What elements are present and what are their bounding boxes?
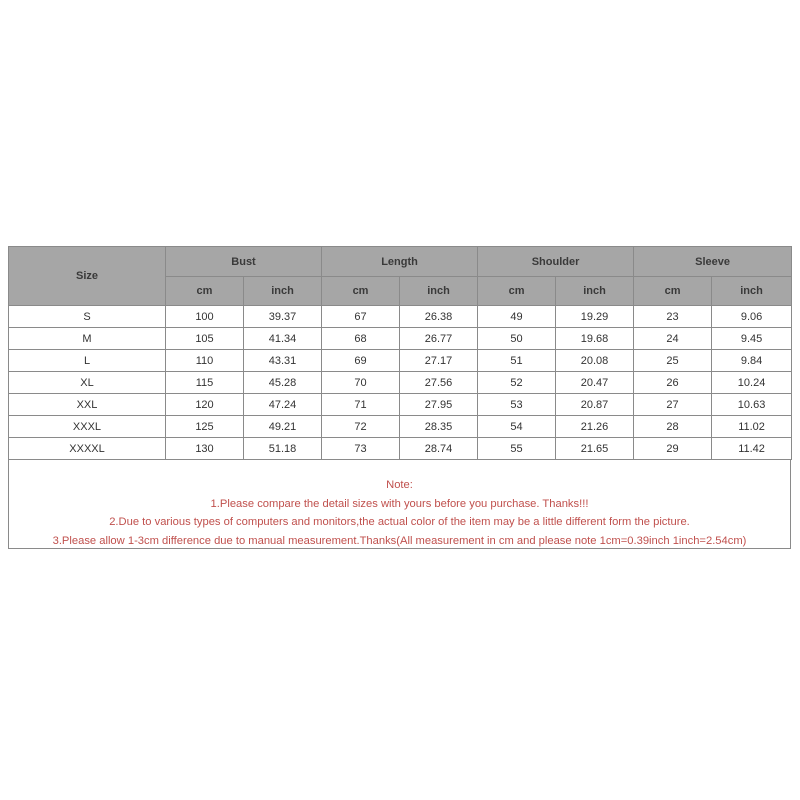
notes-box xyxy=(8,460,791,549)
size-cell: XL xyxy=(9,372,166,394)
measurement-cell: 110 xyxy=(166,350,244,372)
table-row xyxy=(9,438,792,460)
measurement-cell: 10.63 xyxy=(712,394,792,416)
unit-header-cm: cm xyxy=(322,277,400,306)
measurement-cell: 73 xyxy=(322,438,400,460)
size-chart xyxy=(8,246,791,549)
measurement-cell: 27.95 xyxy=(400,394,478,416)
measurement-cell: 49 xyxy=(478,306,556,328)
table-row xyxy=(9,350,792,372)
sleeve-header: Sleeve xyxy=(634,247,792,277)
unit-header-cm: cm xyxy=(166,277,244,306)
table-row xyxy=(9,306,792,328)
measurement-cell: 26.38 xyxy=(400,306,478,328)
measurement-cell: 27.17 xyxy=(400,350,478,372)
measurement-cell: 9.06 xyxy=(712,306,792,328)
measurement-cell: 100 xyxy=(166,306,244,328)
measurement-cell: 72 xyxy=(322,416,400,438)
measurement-cell: 28 xyxy=(634,416,712,438)
measurement-cell: 10.24 xyxy=(712,372,792,394)
measurement-cell: 53 xyxy=(478,394,556,416)
measurement-cell: 26 xyxy=(634,372,712,394)
note-line-3: 3.Please allow 1-3cm difference due to manual measurement.Thanks(All measurement in cm and please note 1cm=0.39inch 1inch=2.54cm) xyxy=(52,534,747,547)
measurement-cell: 27 xyxy=(634,394,712,416)
size-cell: XXXL xyxy=(9,416,166,438)
unit-header-inch: inch xyxy=(712,277,792,306)
measurement-cell: 115 xyxy=(166,372,244,394)
size-cell: M xyxy=(9,328,166,350)
unit-header-cm: cm xyxy=(478,277,556,306)
measurement-cell: 52 xyxy=(478,372,556,394)
measurement-cell: 9.45 xyxy=(712,328,792,350)
measurement-cell: 105 xyxy=(166,328,244,350)
unit-header-cm: cm xyxy=(634,277,712,306)
measurement-cell: 21.26 xyxy=(556,416,634,438)
measurement-cell: 67 xyxy=(322,306,400,328)
measurement-cell: 54 xyxy=(478,416,556,438)
measurement-cell: 130 xyxy=(166,438,244,460)
size-table xyxy=(8,246,792,460)
measurement-cell: 27.56 xyxy=(400,372,478,394)
measurement-cell: 125 xyxy=(166,416,244,438)
measurement-cell: 19.29 xyxy=(556,306,634,328)
size-cell: XXL xyxy=(9,394,166,416)
unit-header-inch: inch xyxy=(400,277,478,306)
measurement-cell: 49.21 xyxy=(244,416,322,438)
measurement-cell: 19.68 xyxy=(556,328,634,350)
table-row xyxy=(9,328,792,350)
measurement-cell: 71 xyxy=(322,394,400,416)
header-row-groups xyxy=(9,247,792,277)
measurement-cell: 20.47 xyxy=(556,372,634,394)
bust-header: Bust xyxy=(166,247,322,277)
size-cell: L xyxy=(9,350,166,372)
measurement-cell: 68 xyxy=(322,328,400,350)
measurement-cell: 45.28 xyxy=(244,372,322,394)
size-column-header: Size xyxy=(9,247,166,306)
unit-header-inch: inch xyxy=(556,277,634,306)
measurement-cell: 26.77 xyxy=(400,328,478,350)
unit-header-inch: inch xyxy=(244,277,322,306)
length-header: Length xyxy=(322,247,478,277)
size-cell: XXXXL xyxy=(9,438,166,460)
table-row xyxy=(9,394,792,416)
measurement-cell: 70 xyxy=(322,372,400,394)
measurement-cell: 28.35 xyxy=(400,416,478,438)
measurement-cell: 51.18 xyxy=(244,438,322,460)
measurement-cell: 29 xyxy=(634,438,712,460)
table-row xyxy=(9,372,792,394)
measurement-cell: 39.37 xyxy=(244,306,322,328)
measurement-cell: 24 xyxy=(634,328,712,350)
measurement-cell: 43.31 xyxy=(244,350,322,372)
note-line-1: 1.Please compare the detail sizes with yours before you purchase. Thanks!!! xyxy=(210,497,589,510)
measurement-cell: 69 xyxy=(322,350,400,372)
table-body xyxy=(9,306,792,460)
measurement-cell: 47.24 xyxy=(244,394,322,416)
measurement-cell: 41.34 xyxy=(244,328,322,350)
measurement-cell: 21.65 xyxy=(556,438,634,460)
measurement-cell: 25 xyxy=(634,350,712,372)
measurement-cell: 50 xyxy=(478,328,556,350)
size-cell: S xyxy=(9,306,166,328)
measurement-cell: 9.84 xyxy=(712,350,792,372)
measurement-cell: 51 xyxy=(478,350,556,372)
measurement-cell: 11.02 xyxy=(712,416,792,438)
measurement-cell: 11.42 xyxy=(712,438,792,460)
note-title: Note: xyxy=(386,479,413,491)
shoulder-header: Shoulder xyxy=(478,247,634,277)
measurement-cell: 20.87 xyxy=(556,394,634,416)
table-row xyxy=(9,416,792,438)
measurement-cell: 55 xyxy=(478,438,556,460)
note-line-2: 2.Due to various types of computers and monitors,the actual color of the item may be a little different form the picture. xyxy=(109,516,690,528)
measurement-cell: 120 xyxy=(166,394,244,416)
measurement-cell: 28.74 xyxy=(400,438,478,460)
measurement-cell: 23 xyxy=(634,306,712,328)
measurement-cell: 20.08 xyxy=(556,350,634,372)
